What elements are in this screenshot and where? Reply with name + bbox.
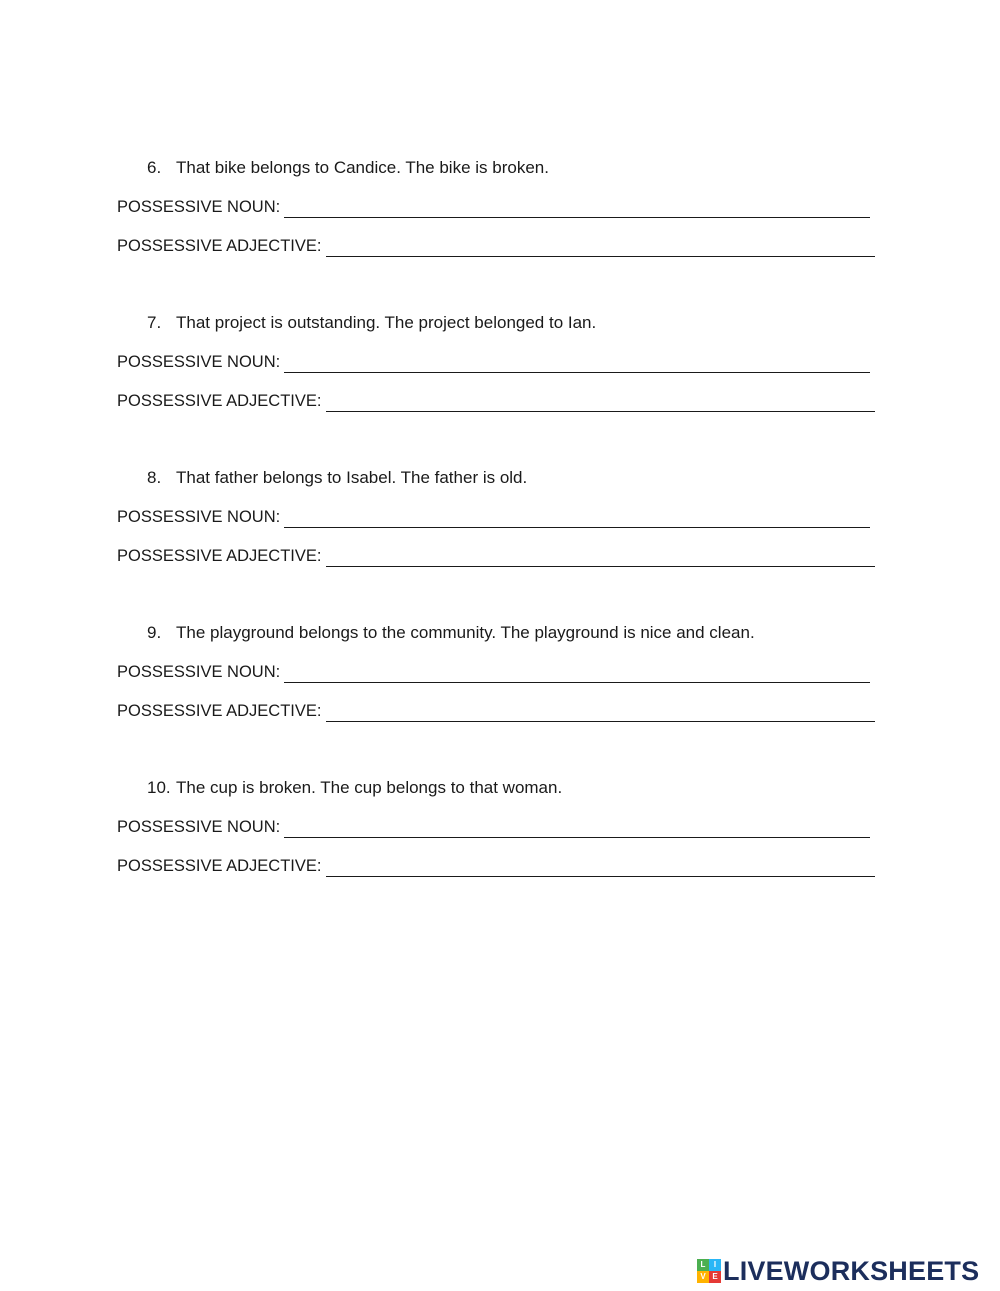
question-sentence: That bike belongs to Candice. The bike is broken. xyxy=(176,158,549,177)
possessive-adjective-label: POSSESSIVE ADJECTIVE: xyxy=(117,392,322,410)
question-text xyxy=(147,157,549,179)
question-text xyxy=(147,777,562,799)
liveworksheets-logo-text: LIVEWORKSHEETS xyxy=(723,1255,980,1286)
question-number: 10. xyxy=(147,778,171,797)
question-sentence: That father belongs to Isabel. The father is old. xyxy=(176,468,528,487)
question-text xyxy=(147,622,755,644)
possessive-adjective-label: POSSESSIVE ADJECTIVE: xyxy=(117,237,322,255)
possessive-noun-label: POSSESSIVE NOUN: xyxy=(117,198,281,216)
possessive-noun-label: POSSESSIVE NOUN: xyxy=(117,353,281,371)
liveworksheets-logo xyxy=(697,1256,979,1286)
possessive-noun-row xyxy=(117,196,870,218)
question-text xyxy=(147,312,596,334)
possessive-noun-label: POSSESSIVE NOUN: xyxy=(117,663,281,681)
question-sentence: That project is outstanding. The project belonged to Ian. xyxy=(176,313,597,332)
question-number: 8. xyxy=(147,468,162,487)
question-sentence: The cup is broken. The cup belongs to that woman. xyxy=(176,778,563,797)
possessive-adjective-row xyxy=(117,390,875,412)
possessive-noun-row xyxy=(117,506,870,528)
possessive-adjective-input[interactable] xyxy=(326,239,876,257)
possessive-noun-input[interactable] xyxy=(284,355,870,373)
possessive-noun-input[interactable] xyxy=(284,665,870,683)
possessive-noun-row xyxy=(117,351,870,373)
possessive-noun-label: POSSESSIVE NOUN: xyxy=(117,818,281,836)
question-number: 7. xyxy=(147,313,162,332)
question-number: 9. xyxy=(147,623,162,642)
question-sentence: The playground belongs to the community. The playground is nice and clean. xyxy=(176,623,755,642)
possessive-adjective-input[interactable] xyxy=(326,549,876,567)
possessive-adjective-label: POSSESSIVE ADJECTIVE: xyxy=(117,702,322,720)
logo-letter-l: L xyxy=(697,1259,709,1271)
logo-letter-i: I xyxy=(709,1259,721,1271)
possessive-adjective-row xyxy=(117,855,875,877)
possessive-noun-input[interactable] xyxy=(284,820,870,838)
possessive-noun-label: POSSESSIVE NOUN: xyxy=(117,508,281,526)
possessive-adjective-row xyxy=(117,235,875,257)
possessive-adjective-row xyxy=(117,700,875,722)
question-number: 6. xyxy=(147,158,162,177)
question-text xyxy=(147,467,527,489)
possessive-adjective-input[interactable] xyxy=(326,704,876,722)
possessive-adjective-label: POSSESSIVE ADJECTIVE: xyxy=(117,857,322,875)
liveworksheets-logo-icon xyxy=(697,1259,721,1283)
possessive-adjective-label: POSSESSIVE ADJECTIVE: xyxy=(117,547,322,565)
possessive-adjective-input[interactable] xyxy=(326,859,876,877)
logo-letter-v: V xyxy=(697,1271,709,1283)
possessive-adjective-input[interactable] xyxy=(326,394,876,412)
logo-letter-e: E xyxy=(709,1271,721,1283)
possessive-noun-row xyxy=(117,816,870,838)
possessive-adjective-row xyxy=(117,545,875,567)
possessive-noun-input[interactable] xyxy=(284,510,870,528)
possessive-noun-row xyxy=(117,661,870,683)
possessive-noun-input[interactable] xyxy=(284,200,870,218)
